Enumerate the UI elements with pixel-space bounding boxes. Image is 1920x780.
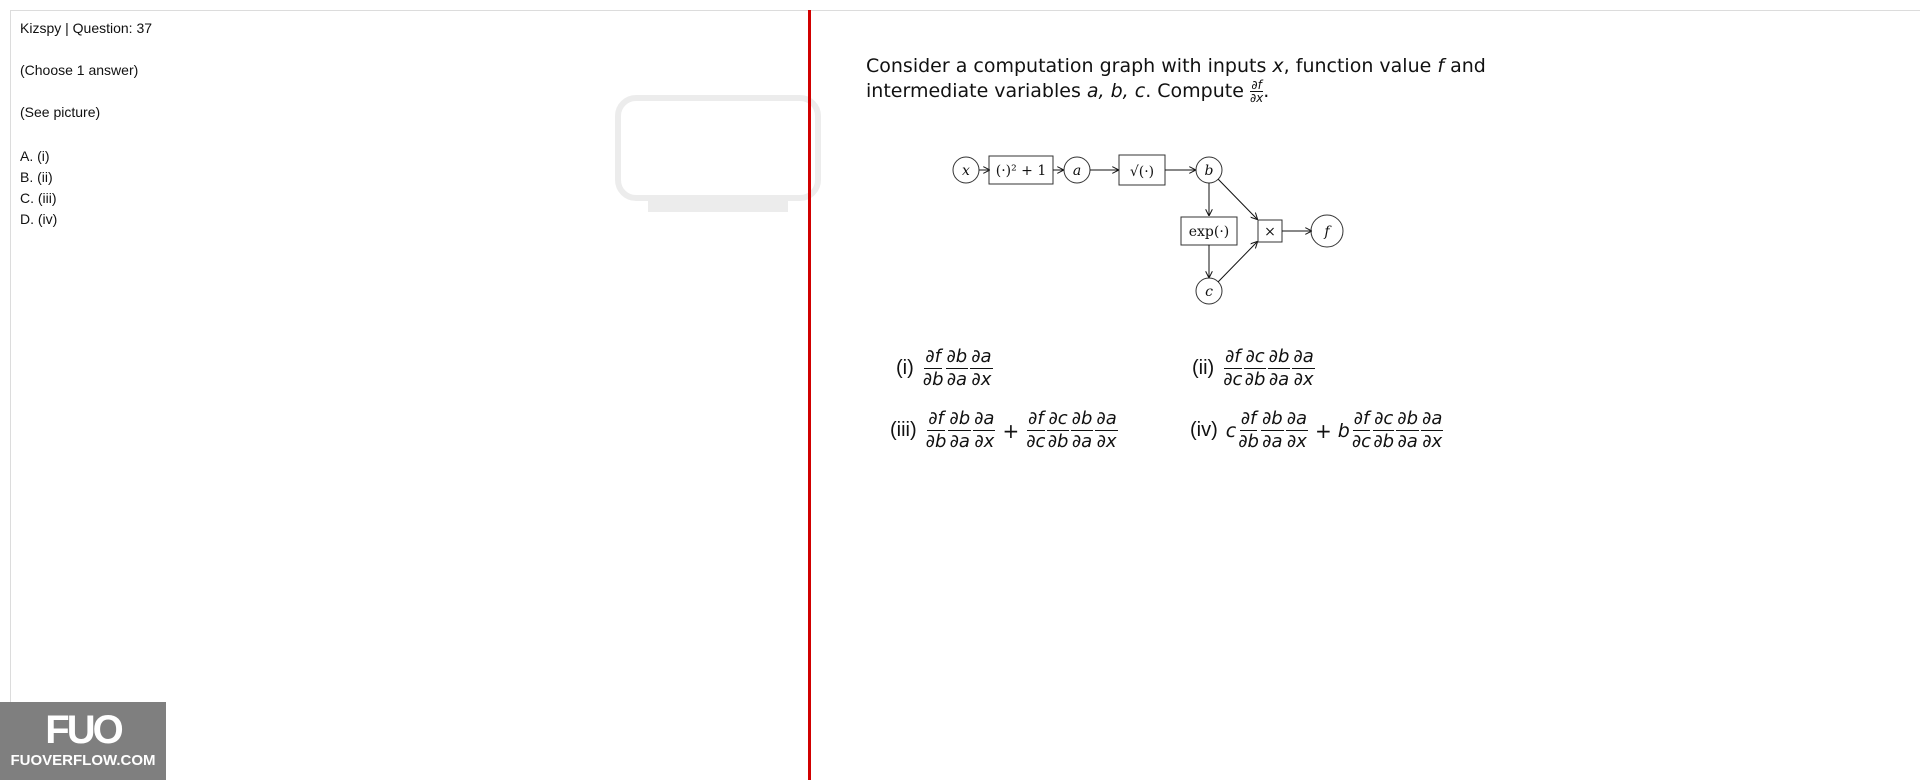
- var-x: x: [1272, 55, 1284, 77]
- vars-abc: a, b, c: [1086, 80, 1146, 102]
- fraction: ∂b ∂a: [949, 408, 971, 452]
- fraction-df-dx: $\frac{\partial f}{\partial x}$: [1249, 78, 1264, 105]
- fraction: ∂b ∂a: [1268, 346, 1290, 390]
- answer-instruction: (Choose 1 answer): [20, 62, 139, 78]
- fuo-logo-mark: FUO: [45, 708, 121, 752]
- answer-option-c[interactable]: C. (iii): [20, 190, 57, 206]
- choice-iii: [890, 408, 1119, 453]
- choice-ii-label: (ii): [1192, 357, 1215, 379]
- problem-text-2: , function value: [1283, 55, 1438, 77]
- plus-sign: +: [1315, 418, 1332, 443]
- graph-node-c-label: c: [1205, 284, 1213, 300]
- question-panel: [10, 10, 810, 780]
- fraction: ∂f ∂b: [1238, 408, 1259, 452]
- choice-i: [896, 346, 994, 391]
- fraction: ∂c ∂b: [1244, 346, 1266, 390]
- problem-text-1: Consider a computation graph with inputs: [866, 55, 1273, 77]
- fraction: ∂a ∂x: [1096, 408, 1117, 452]
- fraction: ∂c ∂b: [1373, 408, 1395, 452]
- var-f: f: [1437, 55, 1445, 77]
- problem-image-panel: [811, 10, 1920, 780]
- see-picture-note: (See picture): [20, 104, 101, 120]
- choice-iv-label: (iv): [1190, 419, 1218, 441]
- graph-edge: [1218, 179, 1257, 219]
- fraction: ∂f ∂b: [922, 346, 944, 390]
- answer-option-b[interactable]: B. (ii): [20, 169, 53, 185]
- graph-box-times-label: ×: [1264, 224, 1276, 240]
- faint-watermark-logo: [608, 88, 828, 228]
- graph-node-x-label: x: [962, 163, 970, 179]
- problem-text-4: intermediate variables: [866, 80, 1087, 102]
- answer-list: [20, 146, 57, 230]
- fraction: ∂b ∂a: [1397, 408, 1419, 452]
- fraction: ∂a ∂x: [1286, 408, 1308, 452]
- problem-text-6: .: [1263, 80, 1270, 102]
- fuo-logo-site: FUOVERFLOW.COM: [10, 752, 156, 769]
- choice-ii: [1192, 346, 1316, 391]
- computation-graph: [951, 135, 1371, 305]
- coefficient-b: b: [1337, 419, 1350, 442]
- fraction: ∂a ∂x: [1293, 346, 1314, 390]
- fraction: ∂f ∂c: [1351, 408, 1372, 452]
- fraction: ∂b ∂a: [1071, 408, 1093, 452]
- problem-text-3: and: [1444, 55, 1486, 77]
- problem-statement: [866, 54, 1486, 104]
- fraction: ∂a ∂x: [971, 346, 992, 390]
- plus-sign: +: [1002, 418, 1020, 443]
- answer-option-a[interactable]: A. (i): [20, 148, 50, 164]
- fraction: ∂b ∂a: [946, 346, 968, 390]
- graph-edge: [1218, 242, 1257, 282]
- choice-iii-label: (iii): [890, 419, 917, 441]
- fraction: $\frac{\partial f}{\partial c}$: [1026, 408, 1046, 452]
- fraction: ∂f ∂b: [925, 408, 947, 452]
- fraction: ∂a ∂x: [1422, 408, 1443, 452]
- problem-text-5: . Compute: [1145, 80, 1250, 102]
- graph-node-a-label: a: [1072, 163, 1082, 179]
- graph-box-sqrt-label: √(·): [1129, 164, 1155, 180]
- graph-node-f-label: f: [1324, 224, 1330, 240]
- fraction: ∂a ∂x: [974, 408, 995, 452]
- fuoverflow-logo: [0, 702, 166, 780]
- question-header: Kizspy | Question: 37: [20, 20, 153, 36]
- coefficient-c: c: [1225, 419, 1237, 442]
- graph-box-exp-label: exp(·): [1188, 224, 1230, 240]
- fraction: ∂b ∂a: [1261, 408, 1283, 452]
- fraction: ∂c ∂b: [1047, 408, 1069, 452]
- graph-box-square-label: (·)² + 1: [995, 163, 1047, 179]
- choice-i-label: (i): [896, 357, 914, 379]
- answer-option-d[interactable]: D. (iv): [20, 211, 58, 227]
- graph-node-b-label: b: [1204, 163, 1214, 179]
- choice-iv: [1190, 408, 1444, 453]
- fraction: ∂f ∂c: [1223, 346, 1243, 390]
